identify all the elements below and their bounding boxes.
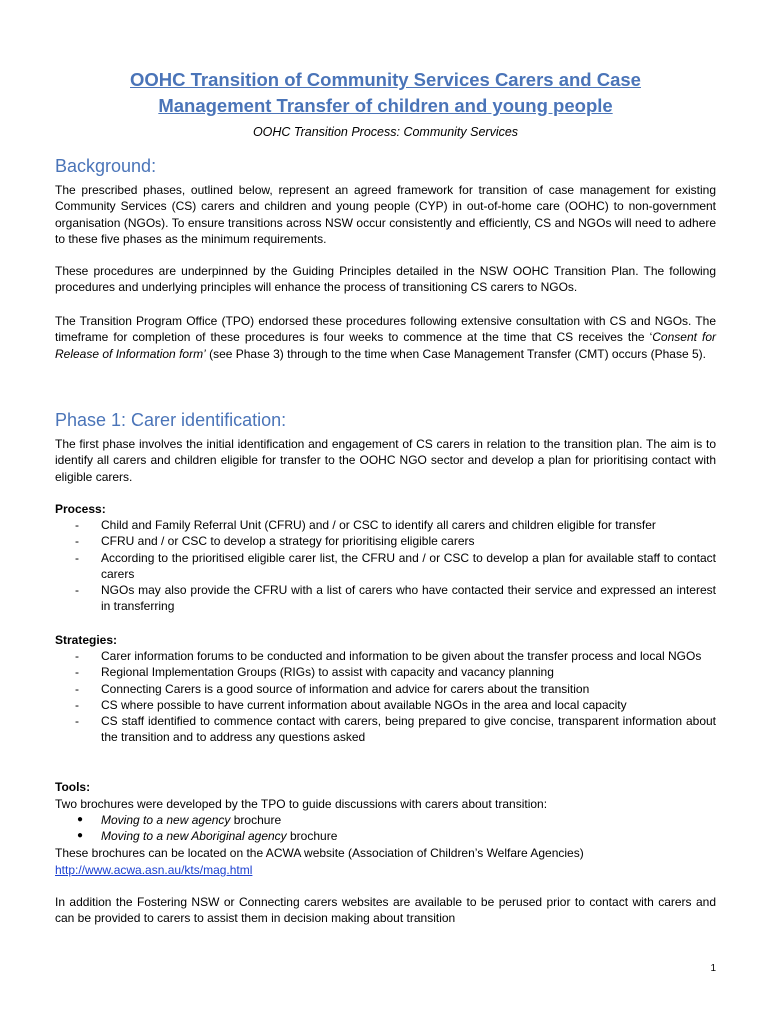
list-item: ● Moving to a new Aboriginal agency brochure — [77, 829, 338, 844]
bullet-icon: ● — [77, 814, 84, 825]
document-title — [55, 67, 716, 119]
title-line-1: OOHC Transition of Community Services Carers and Case — [130, 69, 641, 90]
list-item: - According to the prioritised eligible carer list, the CFRU and / or CSC to develop a plan for available staff to contact carers — [75, 550, 716, 581]
dash-marker-icon: - — [75, 681, 79, 696]
tools-intro: Two brochures were developed by the TPO to guide discussions with carers about transition: — [55, 797, 548, 811]
strategies-label: Strategies: — [55, 633, 118, 647]
background-paragraph-2: These procedures are underpinned by the Guiding Principles detailed in the NSW OOHC Transition Plan. The following procedures and underlying principles will enhance the process of transitioning CS carers to NGOs. — [55, 264, 716, 295]
background-heading: Background: — [55, 156, 157, 176]
list-item: - Regional Implementation Groups (RIGs) to assist with capacity and vacancy planning — [75, 665, 554, 680]
link-line — [55, 862, 716, 878]
phase1-heading: Phase 1: Carer identification: — [55, 410, 287, 430]
dash-marker-icon: - — [75, 534, 79, 549]
phase1-intro: The first phase involves the initial identification and engagement of CS carers in relation to the transition plan. The aim is to identify all carers and children eligible for transfer to the OOHC NGO sector and develop a plan for prioritising contact with eligible carers. — [55, 437, 716, 484]
dash-marker-icon: - — [75, 665, 79, 680]
acwa-link[interactable]: http://www.acwa.asn.au/kts/mag.html — [55, 863, 253, 877]
dash-marker-icon: - — [75, 649, 79, 663]
document-page — [55, 0, 716, 1024]
brochure-location-text: These brochures can be located on the ACWA website (Association of Children’s Welfare Agencies) — [55, 846, 584, 860]
title-line-2: Management Transfer of children and young people — [158, 95, 613, 116]
strategies-list — [55, 648, 716, 746]
brochure-list — [55, 812, 716, 845]
tools-label: Tools: — [55, 780, 91, 794]
list-item: - CFRU and / or CSC to develop a strategy for prioritising eligible carers — [75, 534, 475, 549]
closing-paragraph: In addition the Fostering NSW or Connecting carers websites are available to be perused prior to contact with carers and can be provided to carers to assist them in decision making about transition — [55, 895, 716, 926]
background-p3-text-a: The Transition Program Office (TPO) endorsed these procedures following extensive consultation with CS and NGOs. The timeframe for completion of these procedures is four weeks to commence at the time that CS receives the ‘ — [55, 314, 716, 345]
bullet-icon: ● — [77, 830, 84, 842]
consent-form-name: Consent for Release of Information form’ — [55, 330, 716, 361]
document-subtitle: OOHC Transition Process: Community Services — [252, 125, 519, 139]
list-item: ● Moving to a new agency brochure — [77, 813, 282, 827]
dash-marker-icon: - — [75, 583, 79, 598]
list-item: - Carer information forums to be conducted and information to be given about the transfer process and local NGOs — [75, 649, 702, 663]
background-paragraph-3 — [55, 313, 716, 362]
process-label: Process: — [55, 502, 106, 516]
list-item: - CS staff identified to commence contact with carers, being prepared to give concise, transparent information about the transition and to address any questions asked — [75, 714, 716, 745]
page-number: 1 — [710, 963, 716, 974]
dash-marker-icon: - — [75, 518, 79, 532]
list-item: - NGOs may also provide the CFRU with a list of carers who have contacted their service and expressed an interest in transferring — [75, 583, 716, 614]
list-item: - Connecting Carers is a good source of information and advice for carers about the transition — [75, 681, 590, 696]
dash-marker-icon: - — [75, 714, 79, 729]
list-item: - CS where possible to have current information about available NGOs in the area and local capacity — [75, 697, 627, 712]
background-p3-text-b: (see Phase 3) through to the time when Case Management Transfer (CMT) occurs (Phase 5). — [205, 346, 706, 361]
process-list — [55, 517, 716, 615]
dash-marker-icon: - — [75, 550, 79, 565]
dash-marker-icon: - — [75, 697, 79, 712]
background-paragraph-1: The prescribed phases, outlined below, represent an agreed framework for transition of case management for existing Community Services (CS) carers and children and young people (CYP) in out-of-home care (OOHC) to non-government organisation (NGOs). To ensure transitions across NSW occur consistently and efficiently, CS and NGOs will need to adhere to these five phases as the minimum requirements. — [55, 183, 716, 246]
list-item: - Child and Family Referral Unit (CFRU) and / or CSC to identify all carers and children eligible for transfer — [75, 518, 656, 532]
